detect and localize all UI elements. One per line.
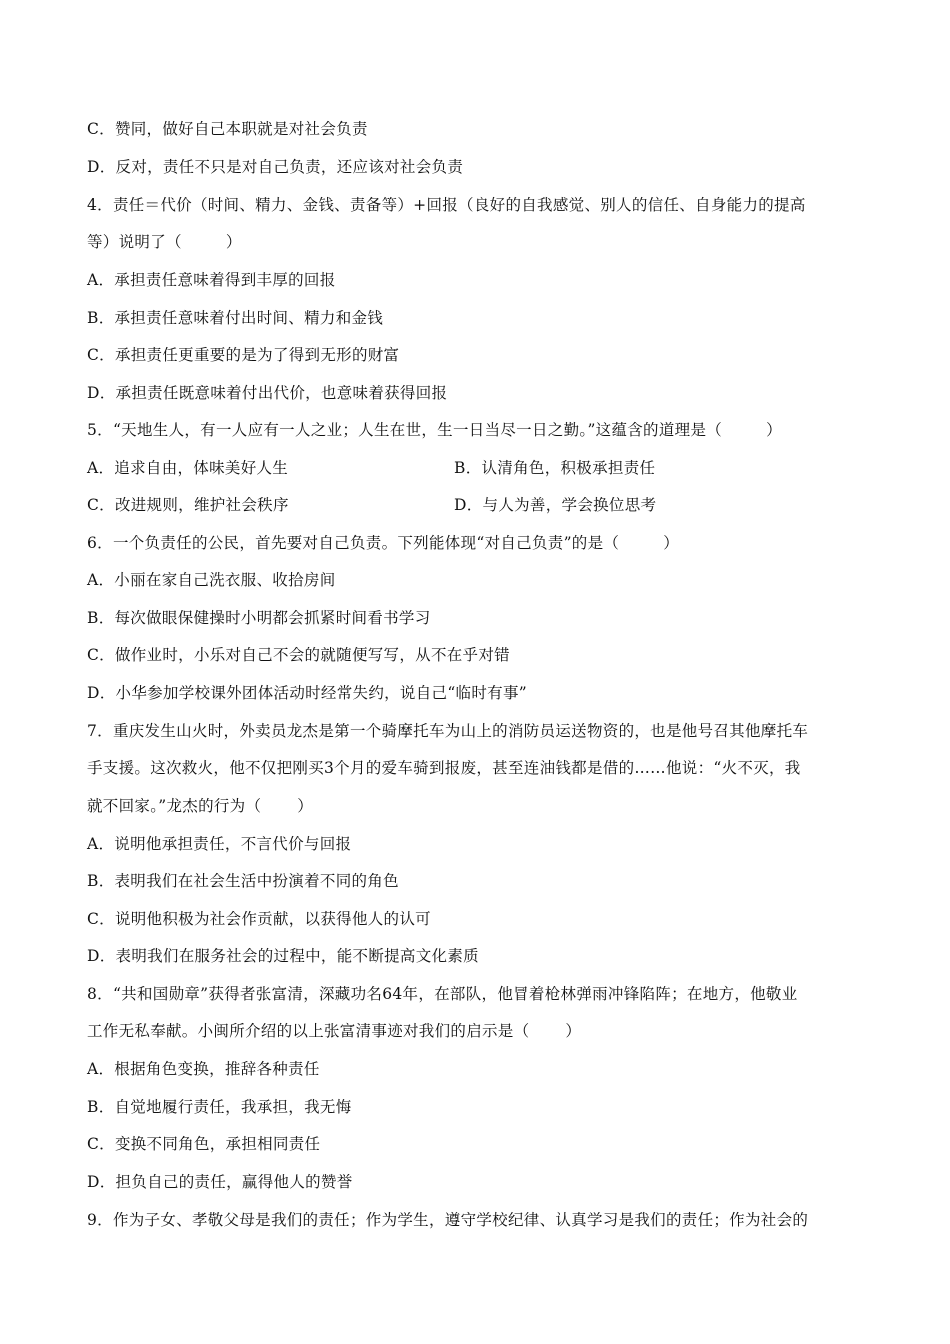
- q9-stem-line1: 9．作为子女、孝敬父母是我们的责任；作为学生，遵守学校纪律、认真学习是我们的责任；作为社会的: [87, 1211, 809, 1229]
- q7-option-c: C．说明他积极为社会作贡献，以获得他人的认可: [87, 910, 431, 928]
- q6-option-a: A．小丽在家自己洗衣服、收拾房间: [87, 571, 336, 589]
- q3-option-d: D．反对，责任不只是对自己负责，还应该对社会负责: [87, 158, 464, 176]
- q6-stem: 6．一个负责任的公民，首先要对自己负责。下列能体现“对自己负责”的是（ ）: [87, 534, 680, 552]
- q4-option-d: D．承担责任既意味着付出代价，也意味着获得回报: [87, 384, 448, 402]
- q5-stem: 5．“天地生人，有一人应有一人之业；人生在世，生一日当尽一日之勤。”这蕴含的道理是（ ）: [87, 421, 782, 439]
- q7-stem-line3: 就不回家。”龙杰的行为（ ）: [87, 797, 314, 815]
- q8-option-d: D．担负自己的责任，赢得他人的赞誉: [87, 1173, 353, 1191]
- q7-stem-line1: 7．重庆发生山火时，外卖员龙杰是第一个骑摩托车为山上的消防员运送物资的，也是他号召其他摩托车: [87, 722, 809, 740]
- q7-stem-line2: 手支援。这次救火，他不仅把刚买3个月的爱车骑到报废，甚至连油钱都是借的……他说：“火不灭，我: [87, 759, 801, 777]
- q4-option-b: B．承担责任意味着付出时间、精力和金钱: [87, 309, 384, 327]
- q7-option-a: A．说明他承担责任，不言代价与回报: [87, 835, 352, 853]
- q5-option-c: C．改进规则，维护社会秩序: [87, 496, 289, 514]
- q7-option-b: B．表明我们在社会生活中扮演着不同的角色: [87, 872, 399, 890]
- q6-option-b: B．每次做眼保健操时小明都会抓紧时间看书学习: [87, 609, 431, 627]
- q4-stem-line2: 等）说明了（ ）: [87, 233, 242, 251]
- q4-option-c: C．承担责任更重要的是为了得到无形的财富: [87, 346, 400, 364]
- q3-option-c: C．赞同，做好自己本职就是对社会负责: [87, 120, 368, 138]
- q4-option-a: A．承担责任意味着得到丰厚的回报: [87, 271, 336, 289]
- q8-option-c: C．变换不同角色，承担相同责任: [87, 1135, 321, 1153]
- q8-stem-line2: 工作无私奉献。小闽所介绍的以上张富清事迹对我们的启示是（ ）: [87, 1022, 582, 1040]
- q8-stem-line1: 8．“共和国勋章”获得者张富清，深藏功名64年，在部队，他冒着枪林弹雨冲锋陷阵；在地方，他敬业: [87, 985, 798, 1003]
- q5-option-d: D．与人为善，学会换位思考: [454, 496, 657, 514]
- q5-option-a: A．追求自由，体味美好人生: [87, 459, 289, 477]
- q6-option-c: C．做作业时，小乐对自己不会的就随便写写，从不在乎对错: [87, 646, 510, 664]
- q7-option-d: D．表明我们在服务社会的过程中，能不断提高文化素质: [87, 947, 479, 965]
- q5-option-b: B．认清角色，积极承担责任: [454, 459, 656, 477]
- q8-option-a: A．根据角色变换，推辞各种责任: [87, 1060, 320, 1078]
- q4-stem-line1: 4．责任＝代价（时间、精力、金钱、责备等）+回报（良好的自我感觉、别人的信任、自身能力的提高: [87, 196, 806, 214]
- q8-option-b: B．自觉地履行责任，我承担，我无悔: [87, 1098, 352, 1116]
- q6-option-d: D．小华参加学校课外团体活动时经常失约，说自己“临时有事”: [87, 684, 527, 702]
